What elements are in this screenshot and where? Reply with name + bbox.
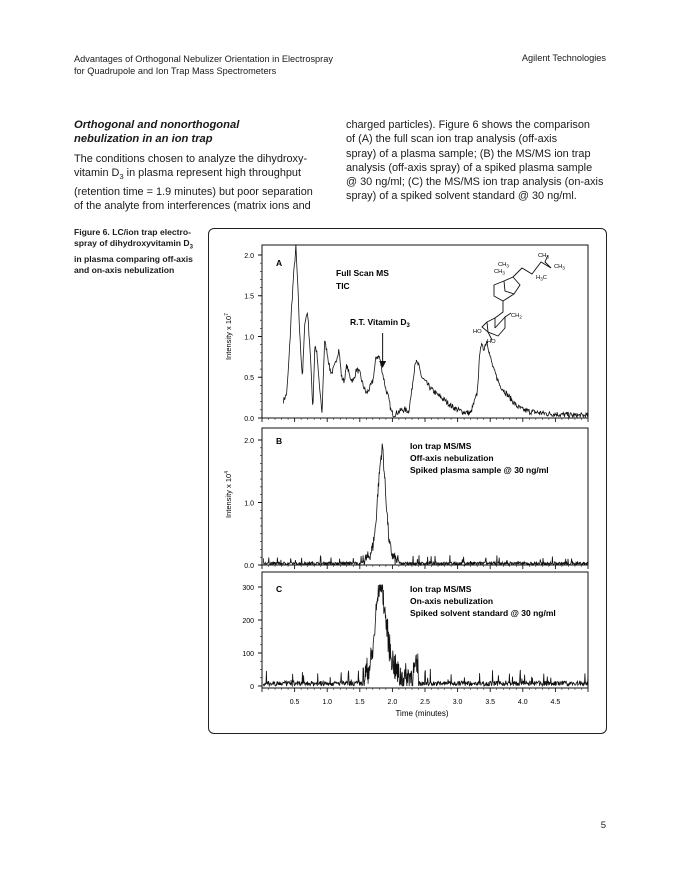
x-tick-label: 2.0 <box>387 699 398 706</box>
x-tick-label: 4.5 <box>550 699 561 706</box>
section-heading-line2: nebulization in an ion trap <box>74 133 213 145</box>
figure-frame <box>208 228 607 734</box>
left-line2 <box>74 166 326 184</box>
panel-a-y-tick-label: 1.0 <box>244 334 254 342</box>
left-line2-sub: 3 <box>119 172 124 182</box>
right-line4: analysis (off-axis spray) of a spiked plasma sample <box>346 161 593 174</box>
caption-line2 <box>74 238 200 254</box>
caption-line2-sub: 3 <box>189 244 193 251</box>
panel-a-y-tick-label: 0.5 <box>244 375 254 383</box>
panel-a-label: A <box>276 258 283 268</box>
panel-b-y-tick-label: 2.0 <box>244 437 254 445</box>
panel-b-annotation-line1: Ion trap MS/MS <box>410 441 472 451</box>
ch3-d-base: CH <box>554 264 563 270</box>
panel-a-annotation-line2: TIC <box>336 281 350 291</box>
panel-a-y-tick-label: 2.0 <box>244 252 254 260</box>
panel-a-annotation-line1: Full Scan MS <box>336 268 389 278</box>
body-text-right <box>346 118 608 204</box>
panel-b-y-tick-label: 1.0 <box>244 500 254 508</box>
panel-c-annotation-line3: Spiked solvent standard @ 30 ng/ml <box>410 608 556 618</box>
rt-label-text: R.T. Vitamin D <box>350 317 407 327</box>
panel-c-y-tick-label: 200 <box>242 617 254 625</box>
ch3-a-sub: 3 <box>506 263 509 269</box>
x-tick-label: 3.0 <box>452 699 463 706</box>
x-tick-label: 4.0 <box>517 699 528 706</box>
right-line6: spray) of a spiked solvent standard @ 30 ng/ml. <box>346 190 577 203</box>
caption-line1: Figure 6. LC/ion trap electro- <box>74 227 191 237</box>
panel-c-y-tick-label: 300 <box>242 584 254 592</box>
ch3-b-sub: 3 <box>502 270 505 276</box>
right-line5: @ 30 ng/ml; (C) the MS/MS ion trap analysis (on-axis <box>346 176 604 189</box>
section-heading <box>74 118 324 146</box>
header-company: Agilent Technologies <box>521 53 606 63</box>
panel-c-y-tick-label: 100 <box>242 650 254 658</box>
panel-c-y-tick-label: 0 <box>250 683 254 691</box>
panel-b-y-tick-label: 0.0 <box>244 562 254 570</box>
ch2-sub: 2 <box>519 314 522 320</box>
panel-b-y-title-exp: 4 <box>224 471 230 474</box>
ho-label-bottom: HO <box>487 339 496 345</box>
right-line2: of (A) the full scan ion trap analysis (off-axis <box>346 133 558 146</box>
panel-c-annotation-line2: On-axis nebulization <box>410 596 494 606</box>
rt-label-sub: 3 <box>406 323 410 329</box>
panel-b-annotation-line2: Off-axis nebulization <box>410 453 494 463</box>
body-text-left <box>74 152 326 213</box>
panel-b-label: B <box>276 436 283 446</box>
caption-line4: and on-axis nebulization <box>74 264 175 275</box>
panel-a-y-tick-label: 1.5 <box>244 293 254 301</box>
caption-line3: in plasma comparing off-axis <box>74 253 193 264</box>
left-line1: The conditions chosen to analyze the dihydroxy- <box>74 153 308 165</box>
ch3-c-sub: 3 <box>546 254 549 260</box>
right-line3: spray) of a plasma sample; (B) the MS/MS ion trap <box>346 147 591 160</box>
x-tick-label: 2.5 <box>420 699 430 706</box>
header-title-line1: Advantages of Orthogonal Nebulizer Orientation in Electrospray <box>74 54 333 64</box>
panel-c-annotation-line1: Ion trap MS/MS <box>410 584 472 594</box>
h3c-sub: 3 <box>540 276 543 282</box>
ch3-a-base: CH <box>498 262 507 268</box>
page-number: 5 <box>600 820 606 831</box>
ch3-d-sub: 3 <box>562 265 565 271</box>
left-line2-pre: vitamin D <box>74 167 120 180</box>
ch3-c-base: CH <box>538 253 547 259</box>
panel-a-y-tick-label: 0.0 <box>244 415 254 423</box>
h3c-c: C <box>542 275 547 281</box>
ch3-b-base: CH <box>494 269 503 275</box>
header-title-line2: for Quadrupole and Ion Trap Mass Spectrometers <box>74 66 277 76</box>
x-tick-label: 1.0 <box>322 699 333 706</box>
panel-b-annotation-line3: Spiked plasma sample @ 30 ng/ml <box>410 465 549 475</box>
section-heading-line1: Orthogonal and nonorthogonal <box>74 119 240 131</box>
left-line4: of the analyte from interferences (matrix ions and <box>74 200 311 213</box>
right-line1: charged particles). Figure 6 shows the comparison <box>346 119 590 131</box>
figure-caption <box>74 227 200 276</box>
ch2-base: CH <box>511 313 520 319</box>
x-tick-label: 1.5 <box>354 699 365 706</box>
panel-b-y-title-base: Intensity x 10 <box>224 473 233 518</box>
left-line2-post: in plasma represent high throughput <box>123 167 302 180</box>
h3c-h: H <box>536 275 541 281</box>
panel-c-label: C <box>276 584 283 594</box>
ho-label-top: HO <box>473 329 482 335</box>
running-header-title <box>74 53 394 77</box>
panel-a-y-title-exp: 7 <box>224 313 230 316</box>
left-line3: (retention time = 1.9 minutes) but poor separation <box>74 185 313 198</box>
caption-line2-pre: spray of dihydroxyvitamin D <box>74 238 190 248</box>
x-axis-title: Time (minutes) <box>395 709 449 718</box>
panel-a-y-title-base: Intensity x 10 <box>224 315 233 360</box>
x-tick-label: 3.5 <box>485 699 496 706</box>
x-tick-label: 0.5 <box>289 699 300 706</box>
